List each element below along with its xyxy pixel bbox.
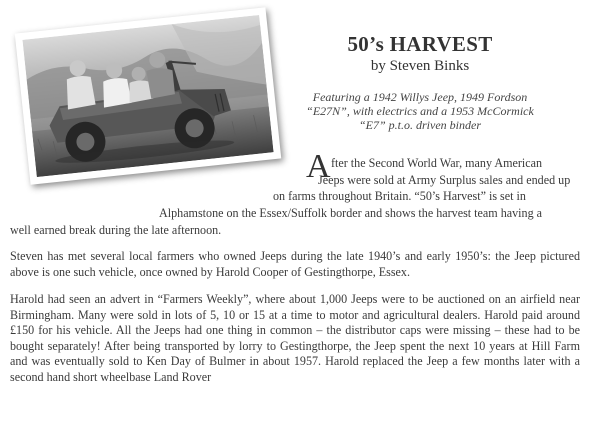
intro-line: Jeeps were sold at Army Surplus sales and ended up [318, 173, 571, 187]
jeep-photograph [15, 7, 282, 185]
intro-line: fter the Second World War, many American [331, 156, 543, 170]
article-author: by Steven Binks [370, 58, 470, 74]
subtitle-line: “E7” p.t.o. driven binder [359, 118, 481, 132]
article-title: 50’s HARVEST [347, 32, 493, 56]
intro-line: Alphamstone on the Essex/Suffolk border and shows the harvest team having a [159, 206, 543, 220]
paragraph-3: Harold had seen an advert in “Farmers Weekly”, where about 1,000 Jeeps were to be auctioned on an airfield near Birmingham. Many were sold in lots of 5, 10 or 15 at a time to motor and agricultural dealers. Harold paid around £150 for his vehicle. All the Jeeps had one thing in common – the distributor caps were missing – these had to be bought separately! After being transported by lorry to Gestingthorpe, the Jeep spent the next 10 years at Hill Farm and was eventually sold to Ken Day of Bulmer in about 1957. Harold replaced the Jeep a few months later with a second hand short wheelbase Land Rover [10, 292, 580, 384]
article-subtitle [300, 90, 540, 132]
paragraph-2: Steven has met several local farmers who owned Jeeps during the late 1940’s and early 1950’s: the Jeep pictured above is one such vehicle, once owned by Harold Cooper of Gestingthorpe, Essex. [10, 249, 580, 279]
drop-cap: A [306, 148, 331, 185]
jeep-photo-image [22, 15, 273, 177]
intro-line: on farms throughout Britain. “50’s Harvest” is set in [273, 189, 526, 203]
intro-line: well earned break during the late afternoon. [10, 223, 222, 237]
subtitle-line: “E27N”, with electrics and a 1953 McCormick [306, 104, 534, 118]
subtitle-line: Featuring a 1942 Willys Jeep, 1949 Fordson [312, 90, 528, 104]
title-block [300, 32, 540, 76]
